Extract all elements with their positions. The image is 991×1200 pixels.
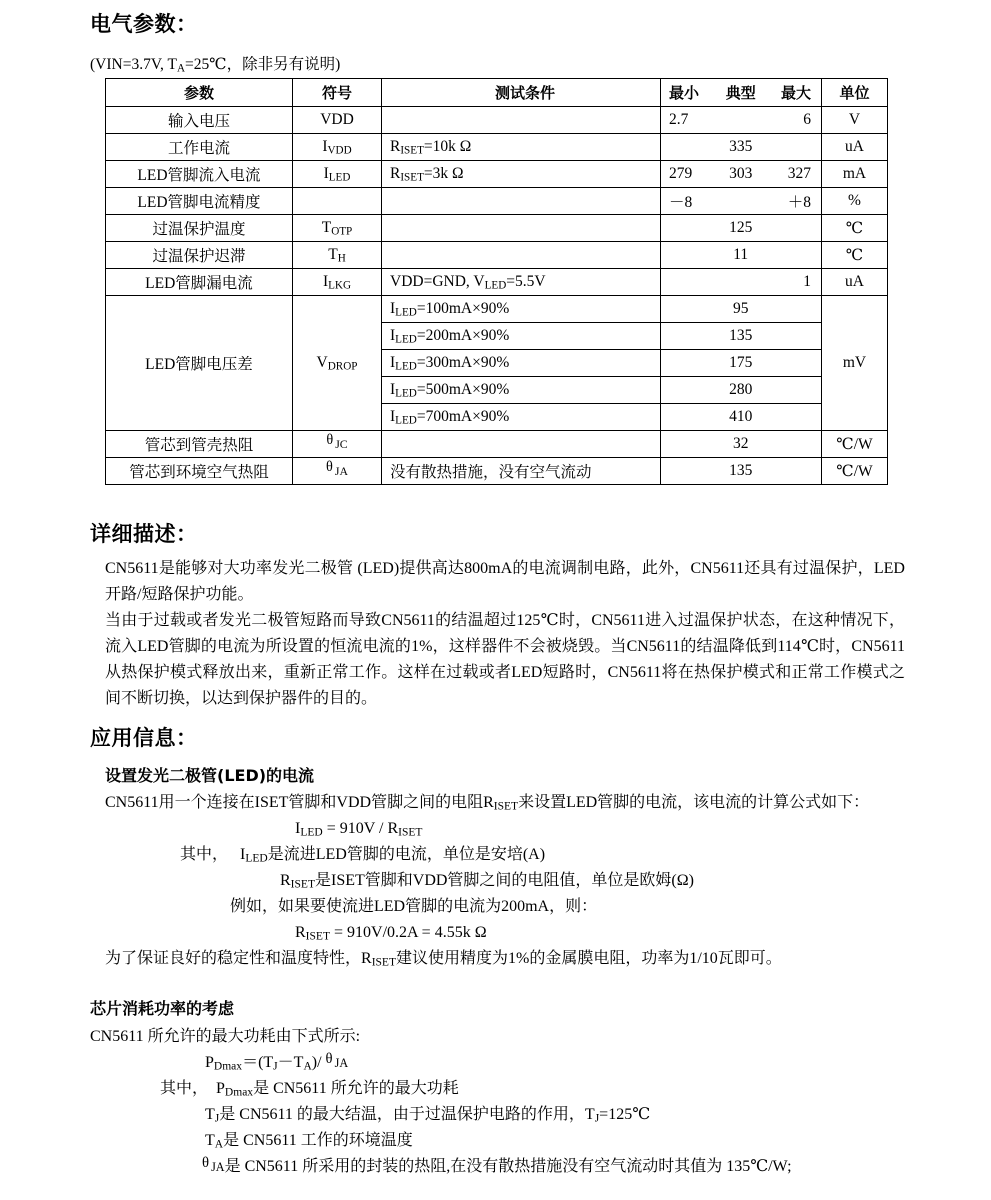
cell-typ: 335 — [729, 138, 753, 155]
cell-unit: V — [822, 107, 888, 134]
cell-symbol: $I_{LED}$ — [293, 161, 382, 188]
cell-typ: 175 — [729, 354, 753, 371]
cell-min-typ-max — [661, 188, 822, 215]
test-condition-note: (VIN=3.7V, $T_A=25℃$，除非另有说明) — [90, 56, 341, 75]
header-symbol: 符号 — [293, 79, 382, 107]
application-intro: CN5611用一个连接在ISET管脚和VDD管脚之间的电阻$R_{ISET}$来设置LED管脚的电流，该电流的计算公式如下： — [105, 794, 870, 813]
cell-condition: $I_{LED}=100mA\times 90\%$ — [382, 296, 661, 323]
cell-condition: $I_{LED}=300mA\times 90\%$ — [382, 350, 661, 377]
cell-symbol — [293, 188, 382, 215]
cell-min-typ-max — [661, 377, 822, 404]
cell-param: 过温保护温度 — [106, 215, 293, 242]
cell-param: 过温保护迟滞 — [106, 242, 293, 269]
table-row — [106, 215, 888, 242]
section-title-detail: 详细描述： — [90, 522, 198, 546]
cell-unit: ℃ — [822, 242, 888, 269]
cell-typ: 303 — [729, 165, 753, 182]
cell-symbol-vdrop: $V_{DROP}$ — [293, 296, 382, 431]
cell-condition: VDD=GND, $V_{LED}=5.5V$ — [382, 269, 661, 296]
cell-symbol: $T_H$ — [293, 242, 382, 269]
cell-symbol: $T_{OTP}$ — [293, 215, 382, 242]
cell-min-typ-max — [661, 215, 822, 242]
cell-param: 输入电压 — [106, 107, 293, 134]
formula-pdmax: $P_{Dmax}=(T_J-T_A)/$ θ JA — [205, 1051, 349, 1073]
formula-where-theta-ja: θ JA是 CN5611 所采用的封装的热阻,在没有散热措施没有空气流动时其值为 135℃/W; — [202, 1155, 792, 1175]
table-row — [106, 188, 888, 215]
cell-symbol: $I_{VDD}$ — [293, 134, 382, 161]
table-row — [106, 296, 888, 323]
cell-param-vdrop: LED管脚电压差 — [106, 296, 293, 431]
section-title-electrical: 电气参数： — [90, 12, 198, 36]
formula-where-tj: $T_J$是 CN5611 的最大结温，由于过温保护电路的作用，$T_J=125℃$ — [205, 1106, 651, 1125]
cell-symbol-theta: θ JC — [293, 431, 382, 458]
cell-symbol-theta: θ JA — [293, 458, 382, 485]
cell-max: 1 — [803, 273, 812, 290]
table-body — [106, 107, 888, 485]
header-min-typ-max — [661, 79, 822, 107]
cell-condition: $R_{ISET}=3k$ Ω — [382, 161, 661, 188]
cell-unit: ℃/W — [822, 431, 888, 458]
cell-min-typ-max — [661, 296, 822, 323]
cell-condition — [382, 107, 661, 134]
cell-condition: $R_{ISET}=10k$ Ω — [382, 134, 661, 161]
cell-min-typ-max — [661, 404, 822, 431]
formula-iled: $I_{LED} = 910V / R_{ISET}$ — [295, 820, 423, 839]
cell-min-typ-max — [661, 107, 822, 134]
table-row — [106, 269, 888, 296]
cell-min-typ-max — [661, 134, 822, 161]
cell-unit: uA — [822, 134, 888, 161]
formula-where-pdmax: 其中， $P_{Dmax}$是 CN5611 所允许的最大功耗 — [160, 1080, 459, 1099]
table-row — [106, 242, 888, 269]
detail-description-block — [105, 556, 905, 712]
cell-unit: % — [822, 188, 888, 215]
cell-symbol: $I_{LKG}$ — [293, 269, 382, 296]
cell-min: －8 — [669, 194, 693, 211]
cell-condition: $I_{LED}=500mA\times 90\%$ — [382, 377, 661, 404]
table-row — [106, 134, 888, 161]
formula-where-ta: $T_A$是 CN5611 工作的环境温度 — [205, 1132, 413, 1151]
cell-unit-vdrop: mV — [822, 296, 888, 431]
cell-param: 管芯到管壳热阻 — [106, 431, 293, 458]
cell-min: 279 — [669, 165, 693, 182]
electrical-spec-table-wrapper — [105, 78, 888, 485]
header-typ: 典型 — [725, 84, 756, 102]
application-closing: 为了保证良好的稳定性和温度特性，$R_{ISET}$建议使用精度为1%的金属膜电阻，功率为1/10瓦即可。 — [105, 950, 782, 969]
cell-min-typ-max — [661, 161, 822, 188]
cell-unit: mA — [822, 161, 888, 188]
subsection-title-power-dissipation: 芯片消耗功率的考虑 — [90, 999, 235, 1018]
table-row — [106, 107, 888, 134]
detail-paragraph-2: 当由于过载或者发光二极管短路而导致CN5611的结温超过125℃时，CN5611进入过温保护状态，在这种情况下，流入LED管脚的电流为所设置的恒流电流的1%，这样器件不会被烧毁。当CN5611的结温降低到114℃时，CN5611从热保护模式释放出来，重新正常工作。这样在过载或者LED短路时，CN5611将在热保护模式和正常工作模式之间不断切换，以达到保护器件的目的。 — [105, 612, 905, 707]
cell-unit: ℃ — [822, 215, 888, 242]
cell-min-typ-max — [661, 431, 822, 458]
cell-condition: $I_{LED}=200mA\times 90\%$ — [382, 323, 661, 350]
cell-condition: 没有散热措施，没有空气流动 — [382, 458, 661, 485]
cell-param: LED管脚流入电流 — [106, 161, 293, 188]
cell-param: LED管脚电流精度 — [106, 188, 293, 215]
cell-param: 管芯到环境空气热阻 — [106, 458, 293, 485]
cell-param: LED管脚漏电流 — [106, 269, 293, 296]
header-unit: 单位 — [822, 79, 888, 107]
cell-max: ＋8 — [787, 194, 812, 211]
formula-where-iled: 其中， $I_{LED}$是流进LED管脚的电流，单位是安培(A) — [180, 846, 546, 865]
subsection-title-set-led-current: 设置发光二极管(LED)的电流 — [105, 766, 315, 785]
cell-condition — [382, 431, 661, 458]
formula-where-riset: $R_{ISET}$是ISET管脚和VDD管脚之间的电阻值，单位是欧姆(Ω) — [280, 872, 694, 891]
cell-typ: 125 — [729, 219, 753, 236]
cell-condition: $I_{LED}=700mA\times 90\%$ — [382, 404, 661, 431]
cell-unit: uA — [822, 269, 888, 296]
cell-condition — [382, 188, 661, 215]
header-condition: 测试条件 — [382, 79, 661, 107]
header-min: 最小 — [669, 84, 700, 102]
cell-min: 2.7 — [669, 111, 689, 128]
cell-typ: 95 — [732, 300, 749, 317]
electrical-spec-table — [105, 78, 888, 485]
cell-min-typ-max — [661, 242, 822, 269]
header-param: 参数 — [106, 79, 293, 107]
cell-condition — [382, 215, 661, 242]
section-title-application: 应用信息： — [90, 726, 198, 750]
table-row — [106, 458, 888, 485]
cell-condition — [382, 242, 661, 269]
cell-typ: 135 — [729, 327, 753, 344]
application-example-line: 例如，如果要使流进LED管脚的电流为200mA，则： — [230, 898, 598, 915]
cell-max: 327 — [787, 165, 812, 182]
formula-riset-example: $R_{ISET} = 910V/0.2A = 4.55k$ Ω — [295, 924, 487, 943]
cell-typ: 11 — [733, 246, 749, 263]
cell-symbol: VDD — [293, 107, 382, 134]
cell-min-typ-max — [661, 350, 822, 377]
cell-min-typ-max — [661, 269, 822, 296]
detail-paragraph-1: CN5611是能够对大功率发光二极管 (LED)提供高达800mA的电流调制电路，此外，CN5611还具有过温保护，LED开路/短路保护功能。 — [105, 560, 905, 603]
cell-min-typ-max — [661, 323, 822, 350]
table-header-row — [106, 79, 888, 107]
cell-min-typ-max — [661, 458, 822, 485]
header-max: 最大 — [781, 84, 812, 102]
cell-max: 6 — [803, 111, 812, 128]
table-row — [106, 161, 888, 188]
cell-unit: ℃/W — [822, 458, 888, 485]
cell-param: 工作电流 — [106, 134, 293, 161]
application-block — [105, 790, 905, 972]
cell-typ: 32 — [732, 435, 749, 452]
cell-typ: 135 — [729, 462, 753, 479]
table-row — [106, 431, 888, 458]
cell-typ: 280 — [729, 381, 753, 398]
power-dissipation-block — [90, 1024, 905, 1180]
power-intro: CN5611 所允许的最大功耗由下式所示: — [90, 1028, 361, 1045]
cell-typ: 410 — [729, 408, 753, 425]
